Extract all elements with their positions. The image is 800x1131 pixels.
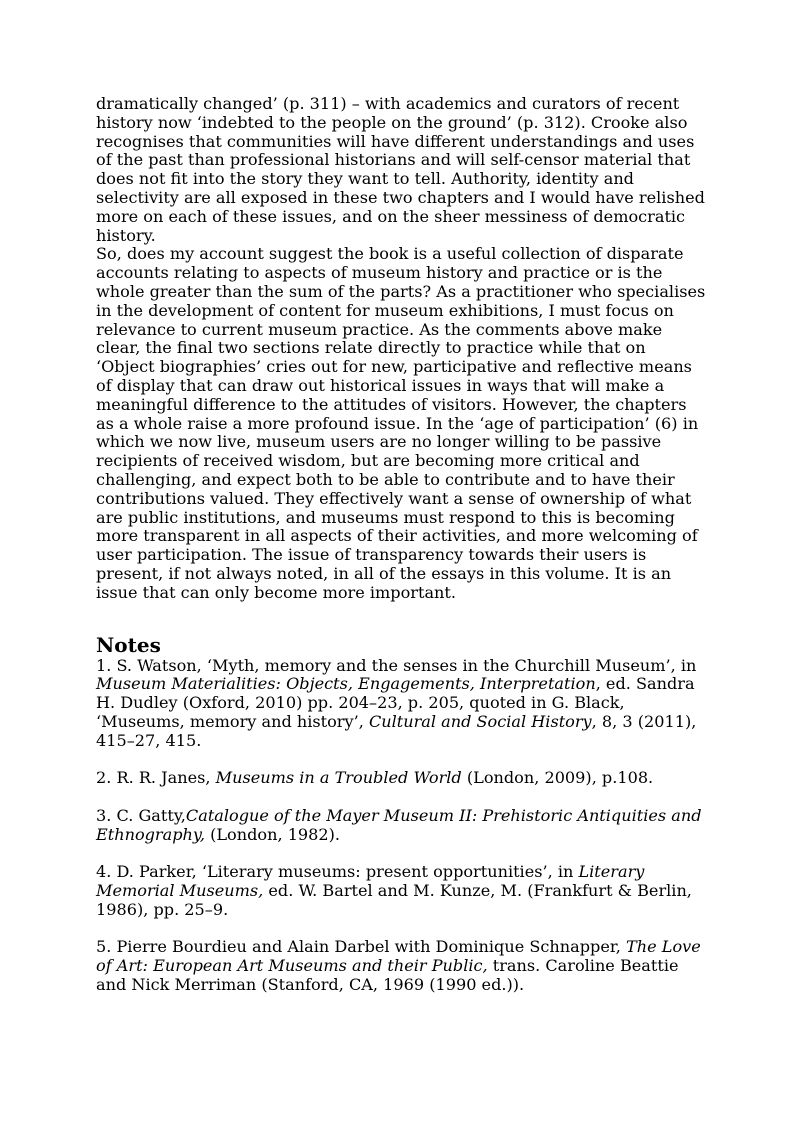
document-page <box>96 95 708 1014</box>
note-text: 5. Pierre Bourdieu and Alain Darbel with Dominique Schnapper, <box>96 937 627 957</box>
body-paragraph-1: dramatically changed’ (p. 311) – with academics and curators of recent history now ‘indebted to the people on the ground’ (p. 312). Crooke also recognises that communities will have different understandings and uses of the past than professional historians and will self-censor material that does not fit into the story they want to tell. Authority, identity and selectivity are all exposed in these two chapters and I would have relished more on each of these issues, and on the sheer messiness of democratic history. <box>96 94 705 245</box>
note-text: (London, 1982). <box>204 824 341 844</box>
notes-heading: Notes <box>96 632 161 657</box>
notes-list <box>96 657 708 995</box>
note-text: , 8, 3 (2011), 415–27, 415. <box>96 711 697 750</box>
note-title: Cultural and Social History <box>368 711 592 731</box>
note-text: 2. R. R. Janes, <box>96 768 216 788</box>
note-text: 1. S. Watson, ‘Myth, memory and the senses in the Churchill Museum’, in <box>96 655 697 675</box>
note-title: The Love of Art: European Art Museums and their Public, <box>96 937 701 976</box>
note-item-5 <box>96 938 708 994</box>
note-item-2 <box>96 769 708 788</box>
note-text: , ed. Sandra H. Dudley (Oxford, 2010) pp. 204–23, p. 205, quoted in G. Black, ‘Museums, memory and history’, <box>96 674 695 731</box>
note-text: trans. Caroline Beattie and Nick Merriman (Stanford, CA, 1969 (1990 ed.)). <box>96 956 679 995</box>
note-title: Catalogue of the Mayer Museum II: Prehistoric Antiquities and Ethnography, <box>96 805 702 844</box>
note-title: Museums in a Troubled World <box>215 768 462 788</box>
note-title: Literary Memorial Museums, <box>96 862 645 901</box>
note-item-1 <box>96 657 708 751</box>
note-item-3 <box>96 807 708 845</box>
note-text: (London, 2009), p.108. <box>461 768 654 788</box>
note-item-4 <box>96 863 708 919</box>
note-text: ed. W. Bartel and M. Kunze, M. (Frankfurt & Berlin, 1986), pp. 25–9. <box>96 881 692 919</box>
note-text: 4. D. Parker, ‘Literary museums: present opportunities’, in <box>96 862 579 882</box>
body-paragraph-2: So, does my account suggest the book is a useful collection of disparate accounts relating to aspects of museum history and practice or is the whole greater than the sum of the parts? As a practitioner who specialises in the development of content for museum exhibitions, I must focus on relevance to current museum practice. As the comments above make clear, the final two sections relate directly to practice while that on ‘Object biographies’ cries out for new, participative and reflective means of display that can draw out historical issues in ways that will make a meaningful difference to the attitudes of visitors. However, the chapters as a whole raise a more profound issue. In the ‘age of participation’ (6) in which we now live, museum users are no longer willing to be passive recipients of received wisdom, but are becoming more critical and challenging, and expect both to be able to contribute and to have their contributions valued. They effectively want a sense of ownership of what are public institutions, and museums must respond to this is becoming more transparent in all aspects of their activities, and more welcoming of user participation. The issue of transparency towards their users is present, if not always noted, in all of the essays in this volume. It is an issue that can only become more important. <box>96 244 706 602</box>
note-text: 3. C. Gatty, <box>96 805 186 825</box>
note-title: Museum Materialities: Objects, Engagements, Interpretation <box>96 674 596 694</box>
